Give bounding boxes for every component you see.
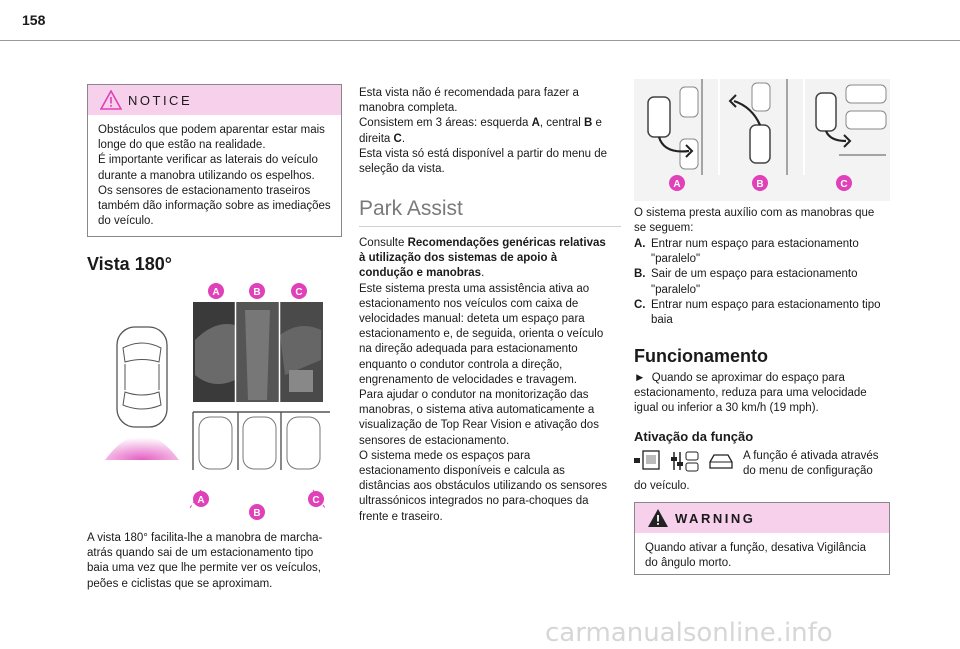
consult-bold: Recomendações genéricas relativas [407, 237, 606, 249]
vista-caption [87, 531, 347, 592]
label-a-right-text: A [673, 179, 681, 190]
maneuver-list [634, 237, 896, 328]
label-a-right [669, 175, 685, 191]
consult-bold: à utilização dos sistemas de apoio à [359, 252, 558, 265]
ativacao-heading: Ativação da função [634, 429, 754, 444]
label-b-right [752, 175, 768, 191]
list-text: Entrar num espaço para estacionamento [651, 238, 859, 250]
areas-post: e [592, 117, 602, 130]
areas-line-2 [359, 132, 621, 147]
body-line: engrenamento de velocidades e travagem. [359, 373, 578, 386]
list-item [634, 267, 896, 297]
parking-bays-diagram [190, 412, 330, 508]
label-c-right [836, 175, 852, 191]
notice-line: Obstáculos que podem aparentar estar mais [98, 124, 325, 136]
funcionamento-heading: Funcionamento [634, 346, 768, 366]
list-text: Entrar num espaço para estacionamento tipo [651, 298, 881, 311]
label-b-bottom-text: B [253, 508, 261, 519]
label-b-top [249, 283, 265, 299]
park-assist-figure [634, 79, 890, 201]
func-line: estacionamento, reduza para uma velocidade [634, 387, 867, 400]
label-c-bottom [308, 491, 324, 507]
func-line: igual ou inferior a 30 km/h (19 mph). [634, 402, 819, 415]
body-line: visualização de Top Rear Vision e ativação dos [359, 419, 599, 432]
warning-triangle-icon [100, 90, 122, 110]
body-line: sensores de estacionamento. [359, 434, 510, 447]
areas-pre: Consistem em 3 áreas: esquerda [359, 117, 532, 130]
warning-title: WARNING [675, 511, 756, 526]
activ-line: do veículo. [634, 480, 690, 493]
warning-header [635, 503, 889, 533]
notice-title: NOTICE [128, 93, 193, 108]
page-number: 158 [22, 12, 46, 28]
list-text: "paralelo" [651, 253, 701, 266]
body-line: enquanto o condutor controla a direção, [359, 358, 563, 371]
label-b-top-text: B [253, 287, 261, 298]
body-line: frente e traseiro. [359, 510, 443, 523]
areas-mid: , central [539, 117, 585, 130]
warning-box [634, 502, 890, 575]
notice-line: É importante verificar as laterais do veículo [98, 154, 318, 167]
vista-notes [359, 86, 621, 177]
consult-pre: Consulte [359, 237, 408, 249]
body-line: O sistema mede os espaços para [359, 449, 531, 462]
label-b-bottom [249, 504, 265, 520]
warning-line: Quando ativar a função, desativa Vigilância [645, 542, 866, 554]
intro-line: se seguem: [634, 222, 694, 235]
list-key: A. [634, 238, 646, 250]
note-line: Esta vista só está disponível a partir do menu de [359, 147, 608, 160]
areas-a: A [531, 117, 540, 130]
activ-line: A função é ativada através [743, 450, 879, 462]
vista-heading: Vista 180° [87, 254, 172, 274]
notice-line: Os sensores de estacionamento traseiros [98, 184, 311, 197]
camera-view-image [193, 302, 323, 402]
note-line: Esta vista não é recomendada para fazer a [359, 87, 579, 99]
label-c-top [291, 283, 307, 299]
activ-line: do menu de configuração [743, 465, 873, 478]
label-a-bottom [193, 491, 209, 507]
body-line: na direção adequada para estacionamento [359, 343, 578, 356]
right-intro [634, 206, 896, 236]
body-line: velocidades manual: deteta um espaço para [359, 313, 585, 326]
areas-l2-post: . [401, 132, 406, 145]
label-a-top [208, 283, 224, 299]
watermark: carmanualsonline.info [545, 618, 833, 648]
vista-caption-line: atrás quando sai de um estacionamento tipo [87, 547, 314, 560]
consult-post: . [481, 267, 485, 280]
areas-b: B [584, 117, 593, 130]
label-c-bottom-text: C [312, 495, 320, 506]
body-line: Este sistema presta uma assistência ativa ao [359, 282, 590, 295]
notice-box [87, 84, 342, 237]
notice-line: também dão informação sobre as imediações [98, 200, 331, 213]
consult-bold: condução e manobras [359, 267, 482, 280]
label-c-right-text: C [840, 179, 848, 190]
body-line: estacionamento disponíveis e calcula as [359, 465, 565, 478]
areas-l2-pre: direita [359, 132, 394, 145]
notice-line: do veículo. [98, 215, 154, 228]
header-rule [0, 40, 960, 41]
intro-line: O sistema presta auxílio com as manobras que [634, 207, 875, 219]
list-text: "paralelo" [651, 283, 701, 296]
body-line: ultrassónicos integrados no para-choques da [359, 495, 589, 508]
note-line: manobra completa. [359, 102, 458, 115]
label-c-top-text: C [295, 287, 303, 298]
notice-line: durante a manobra utilizando os espelhos. [98, 169, 315, 182]
arrow-icon: ► [634, 372, 646, 384]
notice-header [88, 85, 341, 115]
note-line: seleção da vista. [359, 163, 445, 176]
list-text: Sair de um espaço para estacionamento [651, 268, 858, 281]
body-line: Para ajudar o condutor na monitorização das [359, 389, 589, 402]
label-b-right-text: B [756, 179, 764, 190]
vista-caption-line: peões e ciclistas que se aproximam. [87, 577, 273, 590]
funcionamento-text [634, 371, 896, 417]
label-a-top-text: A [212, 287, 220, 298]
body-line: distâncias aos obstáculos utilizando os sensores [359, 480, 608, 493]
list-item [634, 237, 896, 267]
body-line: manobras, o sistema ativa automaticamente a [359, 404, 595, 417]
areas-line [359, 116, 621, 131]
ativacao-text [634, 449, 896, 495]
list-item [634, 298, 896, 328]
vista-caption-line: A vista 180° facilita-lhe a manobra de marcha- [87, 532, 323, 544]
body-line: estacionamento e, de seguida, orienta o veículo [359, 328, 604, 341]
body-line: estacionamento nos veículos com caixa de [359, 297, 579, 310]
label-a-bottom-text: A [197, 495, 205, 506]
areas-c: C [393, 132, 402, 145]
warning-line: do ângulo morto. [645, 557, 732, 570]
vista-180-figure [95, 280, 340, 520]
warning-icon [647, 508, 669, 528]
car-top-view-icon [105, 327, 179, 460]
park-assist-title: Park Assist [359, 197, 463, 220]
list-key: B. [634, 268, 646, 281]
notice-line: longe do que estão na realidade. [98, 139, 266, 152]
park-assist-rule [359, 226, 621, 227]
func-line: Quando se aproximar do espaço para [651, 372, 845, 384]
vista-caption-line: baia uma vez que lhe permite ver os veículos, [87, 562, 321, 575]
park-assist-text [359, 236, 621, 525]
list-key: C. [634, 298, 646, 311]
list-text: baia [651, 314, 673, 327]
